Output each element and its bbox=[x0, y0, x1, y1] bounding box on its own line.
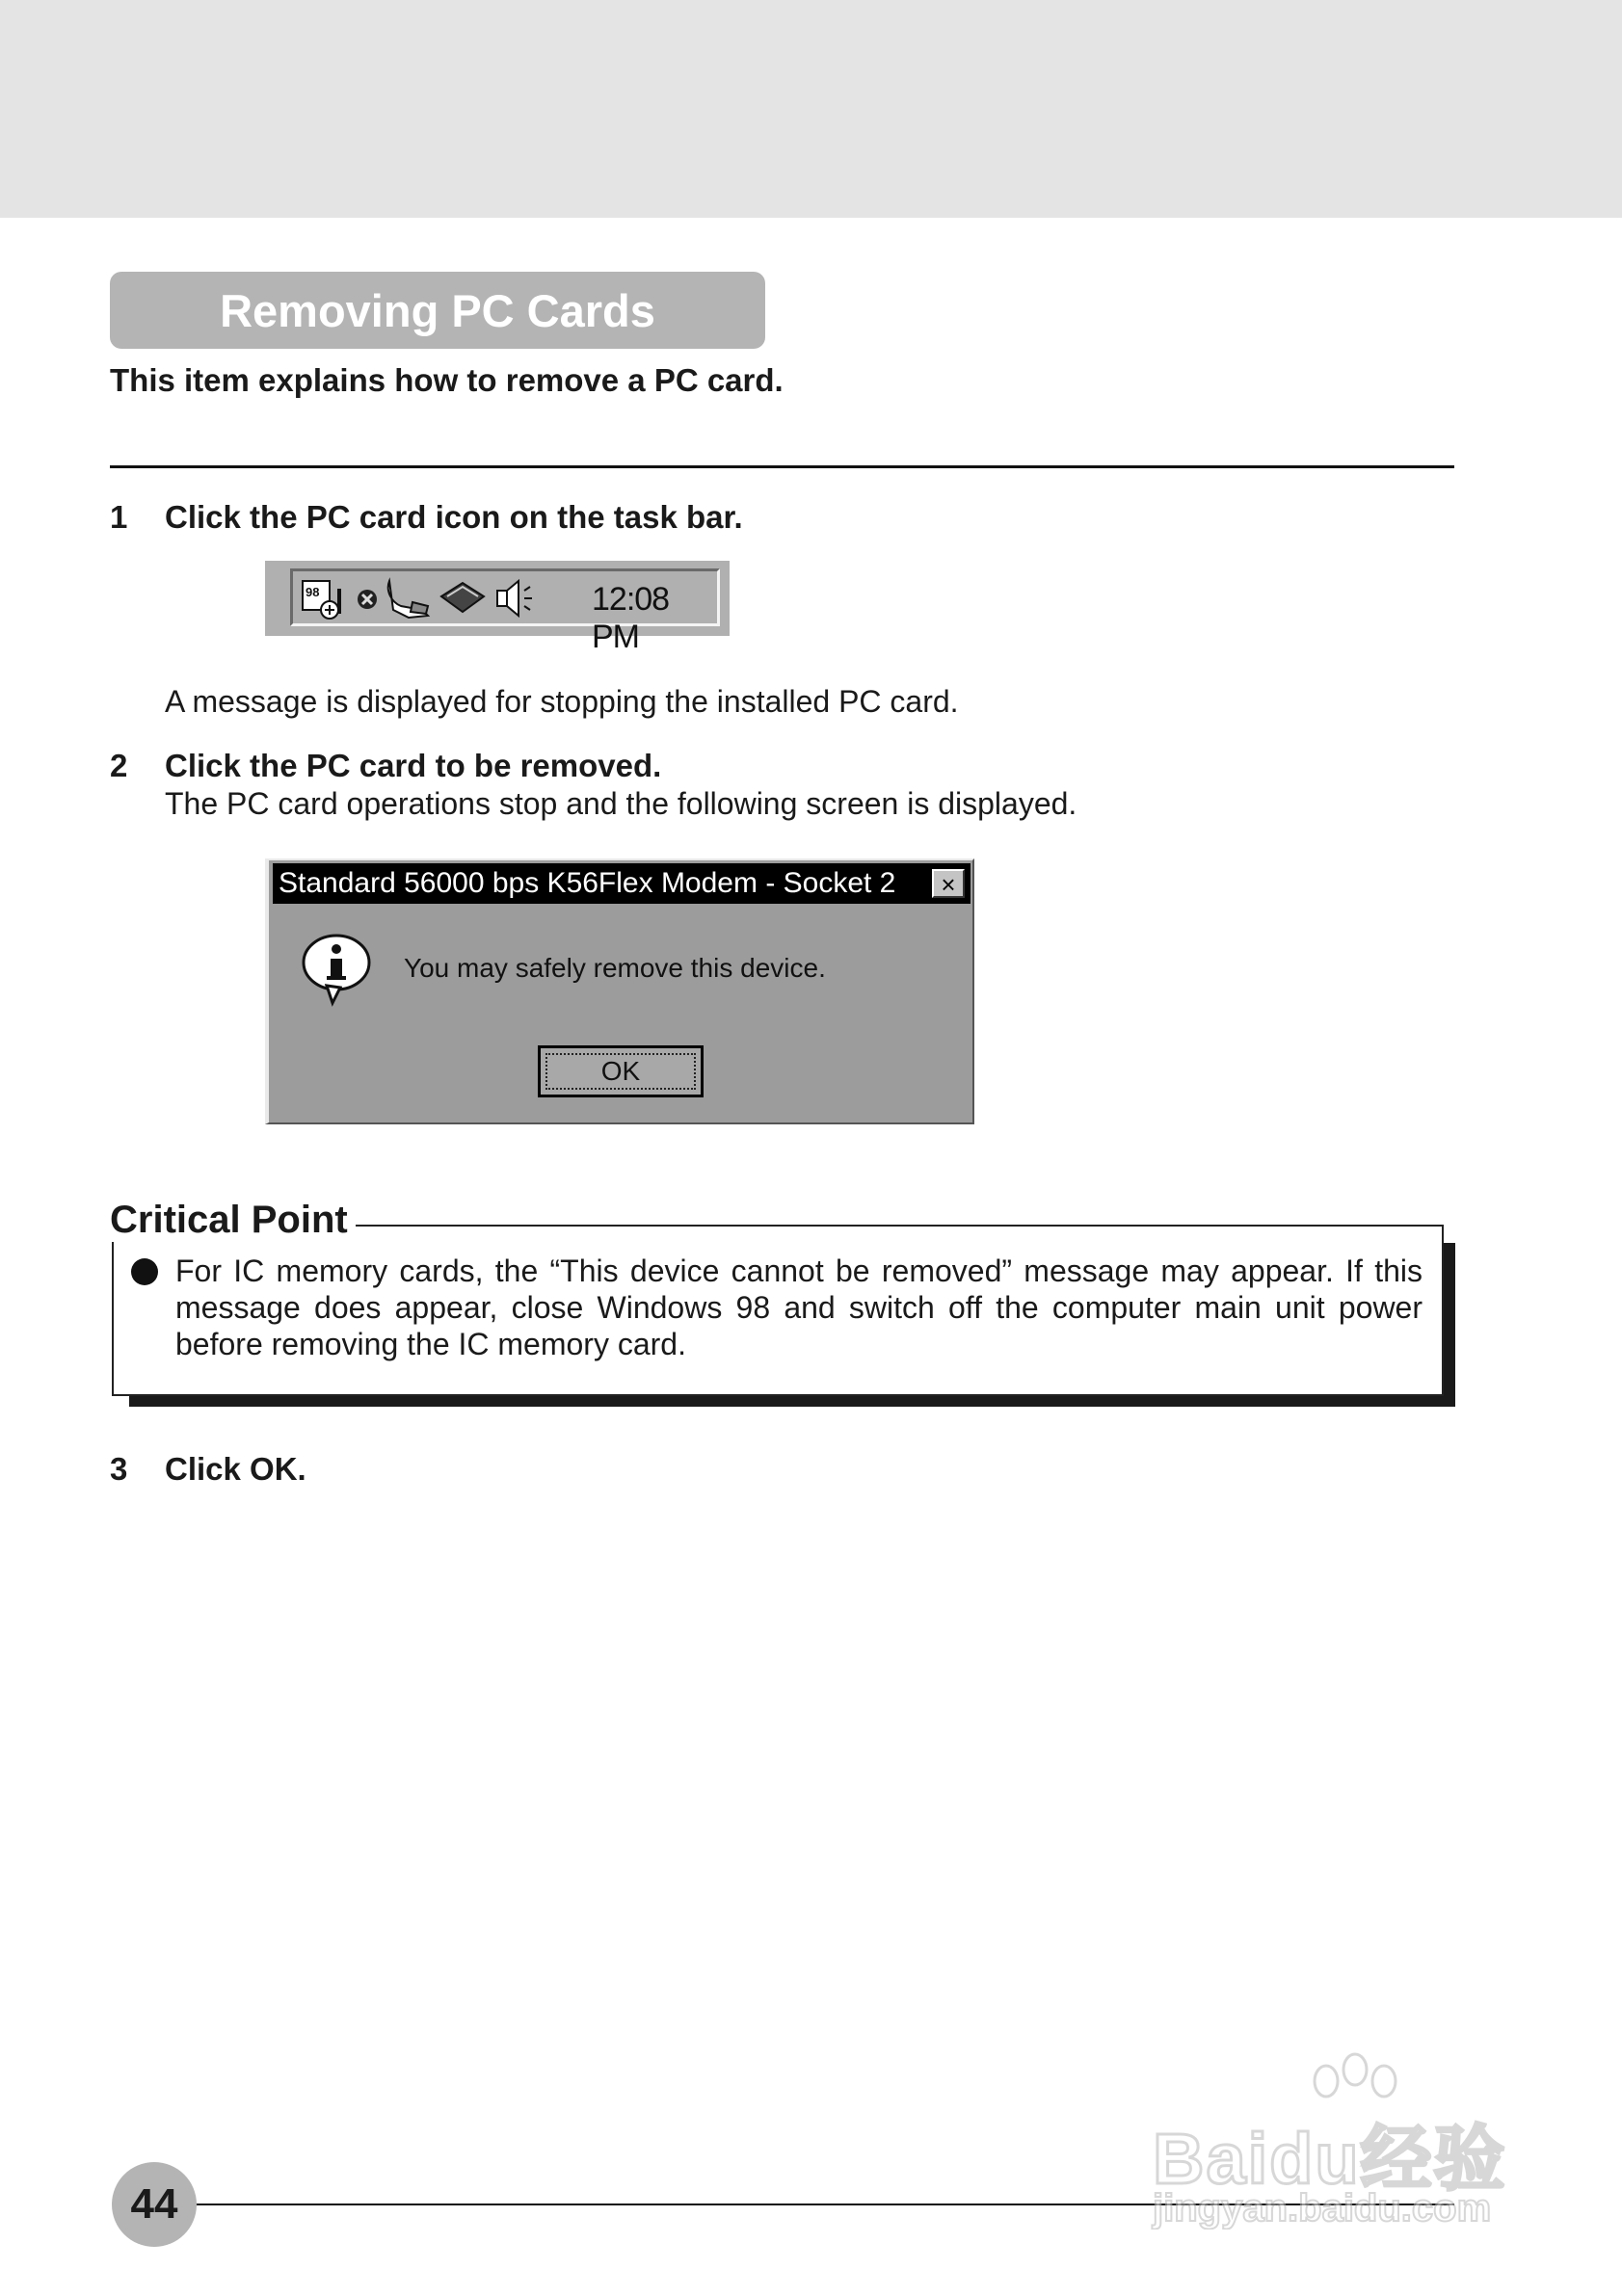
system-tray bbox=[290, 568, 720, 655]
remove-device-dialog bbox=[265, 858, 974, 1124]
taskbar-tray bbox=[265, 561, 730, 655]
ok-button-label: OK bbox=[545, 1053, 696, 1090]
dialog-title: Standard 56000 bps K56Flex Modem - Socket 2 bbox=[279, 867, 896, 899]
windows98-badge-icon[interactable] bbox=[301, 579, 345, 621]
svg-text:98: 98 bbox=[306, 585, 320, 599]
modem-icon[interactable] bbox=[384, 577, 434, 620]
top-header-band bbox=[0, 0, 1622, 218]
watermark-brand: Baidu经验 bbox=[1153, 2119, 1507, 2199]
pc-card-icon[interactable] bbox=[438, 579, 488, 618]
step-2-number: 2 bbox=[110, 748, 128, 783]
close-icon[interactable]: × bbox=[932, 869, 965, 898]
speaker-icon[interactable] bbox=[493, 577, 542, 620]
section-title: Removing PC Cards bbox=[110, 272, 765, 349]
watermark-url: jingyan.baidu.com bbox=[1153, 2187, 1492, 2230]
dialog-title-bar[interactable] bbox=[273, 863, 971, 904]
bullet-icon bbox=[131, 1258, 158, 1285]
page-number: 44 bbox=[112, 2162, 197, 2247]
section-divider bbox=[110, 465, 1454, 468]
dialog-message: You may safely remove this device. bbox=[404, 953, 826, 983]
tray-clock[interactable]: 12:08 PM bbox=[592, 581, 670, 655]
step-2-text: Click the PC card to be removed. bbox=[165, 748, 662, 783]
baidu-watermark bbox=[1153, 2052, 1557, 2235]
step-1-number: 1 bbox=[110, 499, 128, 535]
intro-text: This item explains how to remove a PC card. bbox=[110, 362, 784, 398]
critical-point-title: Critical Point bbox=[110, 1199, 356, 1242]
step-1-note: A message is displayed for stopping the installed PC card. bbox=[165, 684, 959, 719]
network-icon[interactable] bbox=[355, 587, 380, 612]
step-3-number: 3 bbox=[110, 1451, 128, 1487]
critical-point-text: For IC memory cards, the “This device cannot be removed” message may appear. If this message does appear, close Windows 98 and switch off the computer main unit power before removing the IC memory card. bbox=[175, 1254, 1423, 1361]
step-1-text: Click the PC card icon on the task bar. bbox=[165, 499, 743, 535]
step-3-text: Click OK. bbox=[165, 1451, 306, 1487]
info-icon bbox=[298, 930, 379, 1007]
step-2-note: The PC card operations stop and the following screen is displayed. bbox=[165, 786, 1077, 821]
ok-button[interactable] bbox=[538, 1045, 704, 1097]
